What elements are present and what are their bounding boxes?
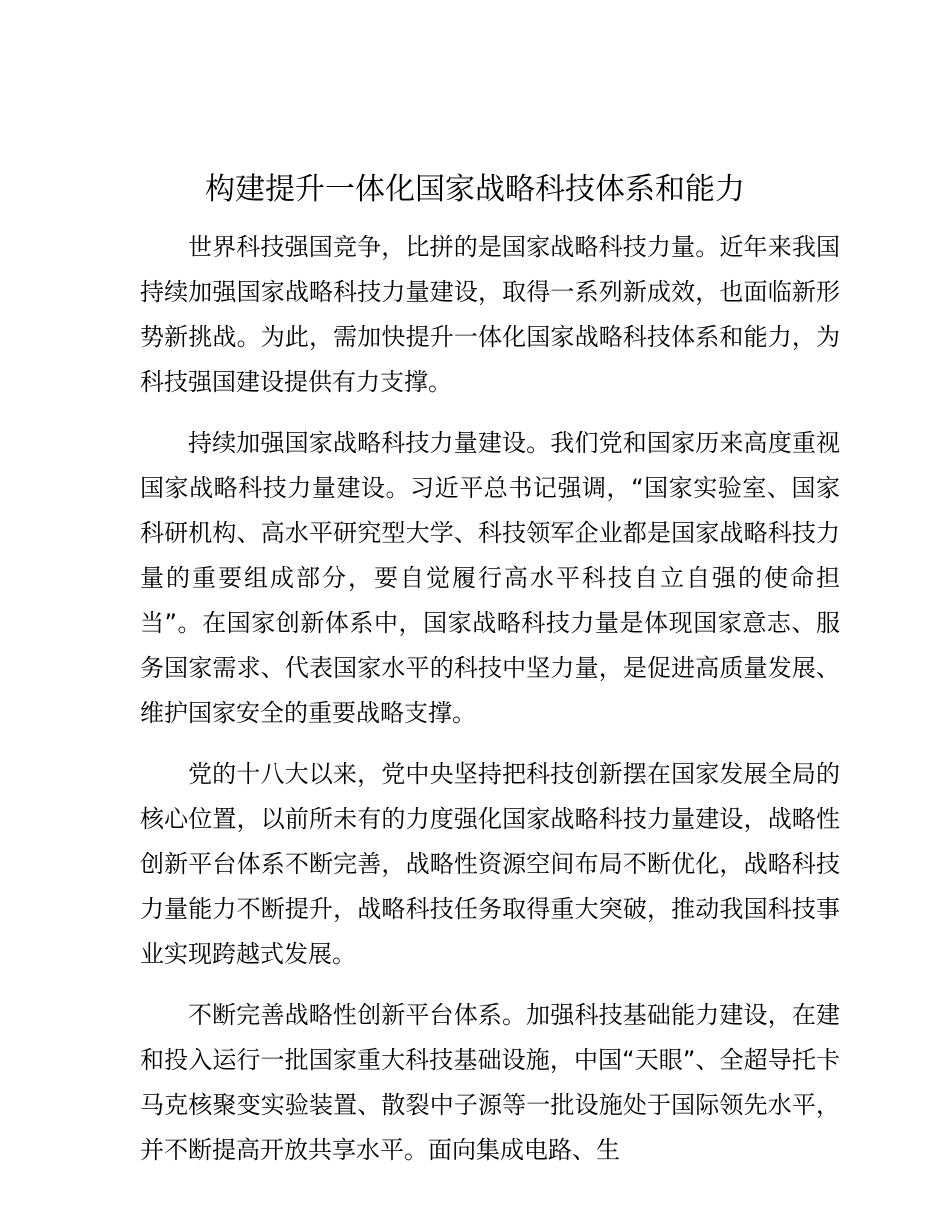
document-body [140, 225, 840, 1189]
paragraph: 世界科技强国竞争，比拼的是国家战略科技力量。近年来我国持续加强国家战略科技力量建设，取得一系列新成效，也面临新形势新挑战。为此，需加快提升一体化国家战略科技体系和能力，为科技强国建设提供有力支撑。 [140, 233, 840, 396]
paragraph: 不断完善战略性创新平台体系。加强科技基础能力建设，在建和投入运行一批国家重大科技基础设施，中国“天眼”、全超导托卡马克核聚变实验装置、散裂中子源等一批设施处于国际领先水平，并不断提高开放共享水平。面向集成电路、生 [140, 1001, 840, 1164]
paragraph: 党的十八大以来，党中央坚持把科技创新摆在国家发展全局的核心位置，以前所未有的力度强化国家战略科技力量建设，战略性创新平台体系不断完善，战略性资源空间布局不断优化，战略科技力量能力不断提升，战略科技任务取得重大突破，推动我国科技事业实现跨越式发展。 [140, 760, 840, 968]
paragraph: 持续加强国家战略科技力量建设。我们党和国家历来高度重视国家战略科技力量建设。习近平总书记强调，“国家实验室、国家科研机构、高水平研究型大学、科技领军企业都是国家战略科技力量的重要组成部分，要自觉履行高水平科技自立自强的使命担当”。在国家创新体系中，国家战略科技力量是体现国家意志、服务国家需求、代表国家水平的科技中坚力量，是促进高质量发展、维护国家安全的重要战略支撑。 [140, 429, 840, 727]
document-title: 构建提升一体化国家战略科技体系和能力 [205, 172, 745, 207]
